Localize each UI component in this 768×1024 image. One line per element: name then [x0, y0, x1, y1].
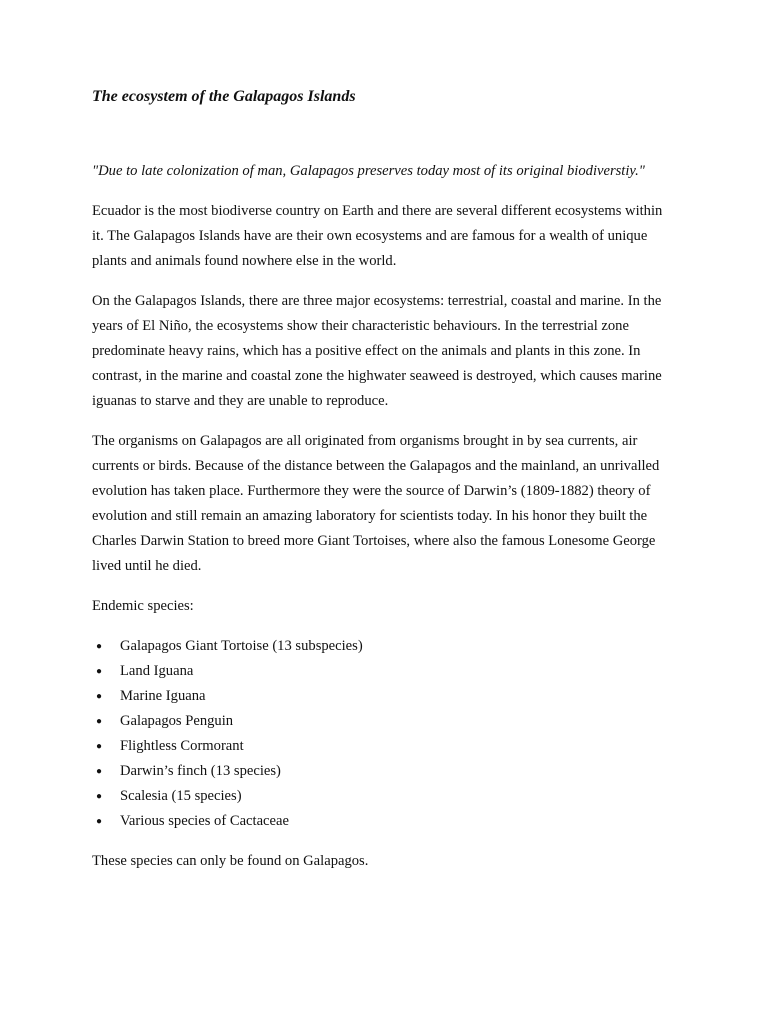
paragraph-evolution: The organisms on Galapagos are all originated from organisms brought in by sea currents, air currents or birds. Because of the distance between the Galapagos and the mainland, an unrivalled evolution has taken place. Furthermore they were the source of Darwin’s (1809-1882) theory of evolution and still remain an amazing laboratory for scientists today. In his honor they built the Charles Darwin Station to breed more Giant Tortoises, where also the famous Lonesome George lived until he died.: [92, 433, 660, 574]
document-body: [92, 80, 672, 874]
bullet-icon: ●: [96, 691, 103, 702]
list-item-label: Land Iguana: [120, 663, 194, 679]
paragraph-ecosystems: On the Galapagos Islands, there are three major ecosystems: terrestrial, coastal and marine. In the years of El Niño, the ecosystems show their characteristic behaviours. In the terrestrial zone predominate heavy rains, which has a positive effect on the animals and plants in this zone. In contrast, in the marine and coastal zone the highwater seaweed is destroyed, which causes marine iguanas to starve and they are unable to reproduce.: [92, 293, 662, 409]
list-item-label: Darwin’s finch (13 species): [120, 763, 281, 779]
list-heading: Endemic species:: [92, 598, 194, 614]
list-item-label: Marine Iguana: [120, 688, 206, 704]
list-item: [92, 634, 672, 659]
list-item: [92, 809, 672, 834]
list-item-label: Scalesia (15 species): [120, 788, 242, 804]
list-item: [92, 784, 672, 809]
list-item: [92, 684, 672, 709]
bullet-icon: ●: [96, 666, 103, 677]
bullet-icon: ●: [96, 816, 103, 827]
bullet-icon: ●: [96, 791, 103, 802]
bullet-icon: ●: [96, 741, 103, 752]
bullet-icon: ●: [96, 716, 103, 727]
list-item: [92, 659, 672, 684]
closing-sentence: These species can only be found on Galapagos.: [92, 853, 369, 869]
list-item: [92, 734, 672, 759]
list-item-label: Flightless Cormorant: [120, 738, 244, 754]
bullet-icon: ●: [96, 641, 103, 652]
endemic-species-list: [92, 634, 672, 834]
document-title: The ecosystem of the Galapagos Islands: [92, 88, 356, 105]
list-item: [92, 709, 672, 734]
list-item: [92, 759, 672, 784]
paragraph-intro: Ecuador is the most biodiverse country on Earth and there are several different ecosystems within it. The Galapagos Islands have are their own ecosystems and are famous for a wealth of unique plants and animals found nowhere else in the world.: [92, 203, 663, 269]
list-item-label: Galapagos Giant Tortoise (13 subspecies): [120, 638, 363, 654]
epigraph-quote: "Due to late colonization of man, Galapagos preserves today most of its original biodiverstiy.": [92, 163, 645, 179]
list-item-label: Galapagos Penguin: [120, 713, 234, 729]
bullet-icon: ●: [96, 766, 103, 777]
list-item-label: Various species of Cactaceae: [120, 813, 289, 829]
